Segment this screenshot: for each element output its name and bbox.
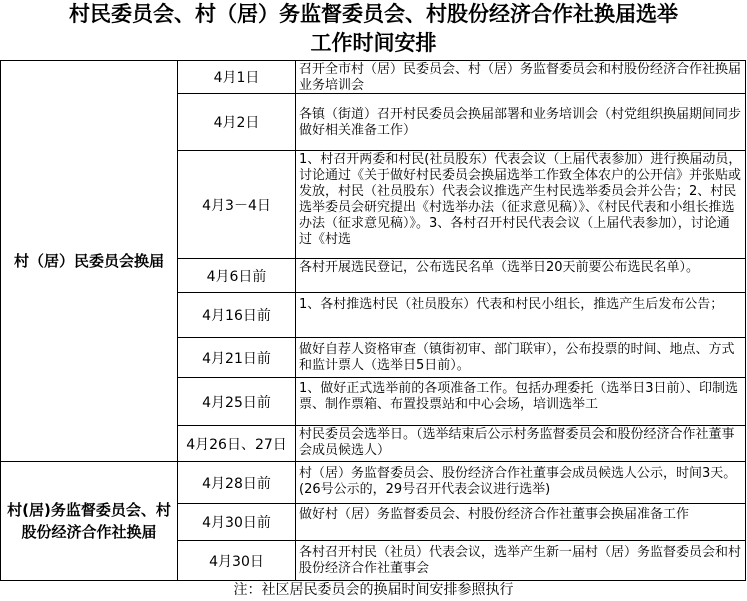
title-line-1: 村民委员会、村（居）务监督委员会、村股份经济合作社换届选举 xyxy=(69,2,678,26)
date-cell: 4月3－4日 xyxy=(178,151,296,259)
description-cell: 1、村召开两委和村民(社员股东）代表会议（上届代表参加）进行换届动员，讨论通过《关于做好村民委员会换届选举工作致全体农户的公开信》并张贴或发放，村民（社员股东）代表会议推选产生村民选举委员会并公告；2、村民选举委员会研究提出《村选举办法（征求意见稿）》、《村民代表和小组长推选办法（征求意见稿）》。3、各村召开村民代表会议（上届代表参加），讨论通过《村选 xyxy=(296,151,746,259)
description-cell: 做好村（居）务监督委员会、村股份经济合作社董事会换届准备工作 xyxy=(296,504,746,541)
page-title xyxy=(0,0,747,60)
description-cell: 1、做好正式选举前的各项准备工作。包括办理委托（选举日3日前）、印制选票、制作票箱、布置投票站和中心会场，培训选举工 xyxy=(296,378,746,426)
date-cell: 4月6日前 xyxy=(178,259,296,293)
description-cell: 各村召开村民（社员）代表会议，选举产生新一届村（居）务监督委员会和村股份经济合作社董事会 xyxy=(296,541,746,581)
date-cell: 4月30日 xyxy=(178,541,296,581)
description-cell: 各村开展选民登记，公布选民名单（选举日20天前要公布选民名单）。 xyxy=(296,259,746,293)
category-cell xyxy=(1,61,178,462)
date-cell: 4月28日前 xyxy=(178,462,296,504)
date-cell: 4月30日前 xyxy=(178,504,296,541)
date-cell: 4月1日 xyxy=(178,61,296,94)
description-cell: 村民委员会选举日。（选举结束后公示村务监督委员会和股份经济合作社董事会成员候选人） xyxy=(296,426,746,462)
date-cell: 4月26日、27日 xyxy=(178,426,296,462)
date-cell: 4月25日前 xyxy=(178,378,296,426)
description-cell: 做好自荐人资格审查（镇街初审、部门联审），公布投票的时间、地点、方式和监计票人（选举日5日前）。 xyxy=(296,338,746,378)
footnote: 注：社区居民委员会的换届时间安排参照执行 xyxy=(233,582,514,598)
schedule-table xyxy=(0,60,746,581)
description-cell: 1、各村推选村民（社员股东）代表和村民小组长，推选产生后发布公告； xyxy=(296,293,746,338)
date-cell: 4月16日前 xyxy=(178,293,296,338)
description-cell: 村（居）务监督委员会、股份经济合作社董事会成员候选人公示，时间3天。(26号公示的，29号召开代表会议进行选举) xyxy=(296,462,746,504)
category-label: 村（居）民委员会换届 xyxy=(13,252,164,270)
category-cell xyxy=(1,462,178,581)
category-label: 村(居)务监督委员会、村股份经济合作社换届 xyxy=(7,501,171,541)
title-line-2: 工作时间安排 xyxy=(310,31,437,55)
date-cell: 4月2日 xyxy=(178,94,296,151)
description-cell: 召开全市村（居）民委员会、村（居）务监督委员会和村股份经济合作社换届业务培训会 xyxy=(296,61,746,94)
date-cell: 4月21日前 xyxy=(178,338,296,378)
description-cell: 各镇（街道）召开村民委员会换届部署和业务培训会（村党组织换届期间同步做好相关准备工作） xyxy=(296,94,746,151)
